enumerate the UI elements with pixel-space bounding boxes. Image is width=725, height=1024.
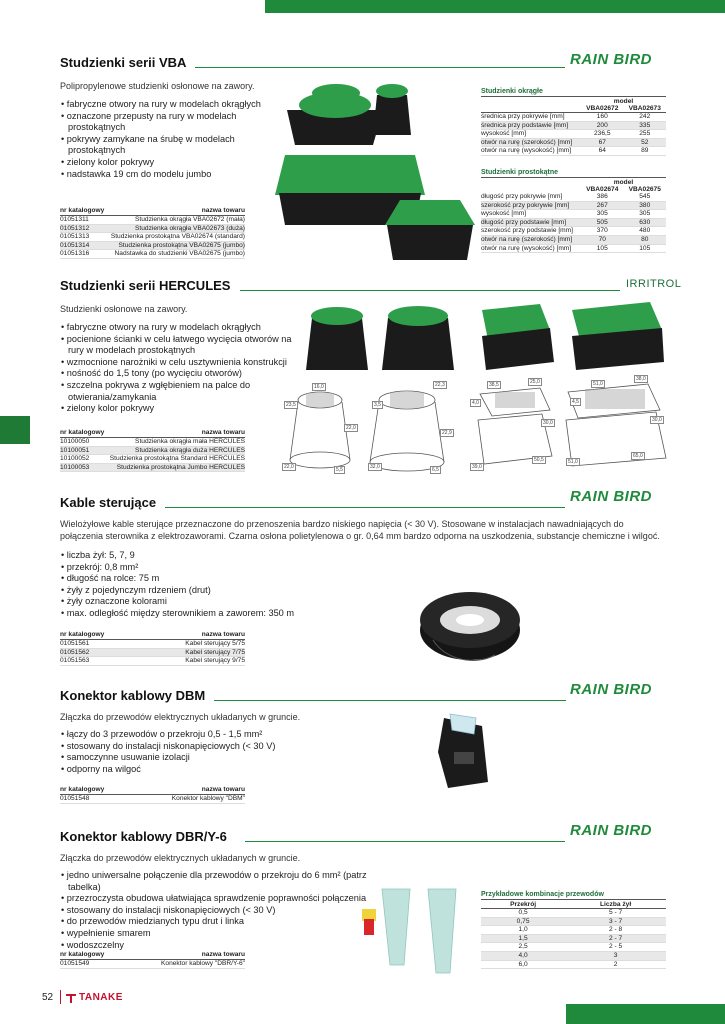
table-row bbox=[481, 926, 666, 935]
section-rule bbox=[195, 67, 565, 68]
table-row bbox=[481, 244, 666, 253]
cable-reel-image bbox=[415, 580, 525, 670]
spec-value: 380 bbox=[624, 201, 667, 210]
feature-item: • max. odległość między sterownikiem a zaworem: 350 m bbox=[60, 608, 380, 620]
dimension-label: 39,0 bbox=[472, 464, 482, 470]
dimension-label: 51,0 bbox=[568, 459, 578, 465]
table-row bbox=[481, 235, 666, 244]
catalog-number: 10100051 bbox=[60, 446, 106, 455]
col-header: nr katalogowy bbox=[60, 630, 139, 640]
product-table bbox=[60, 206, 245, 259]
spec-value: 89 bbox=[624, 147, 667, 156]
dimension-label: 5,5 bbox=[336, 467, 343, 473]
product-name: Kabel sterujący 5/75 bbox=[139, 640, 245, 649]
catalog-number: 01051549 bbox=[60, 960, 124, 969]
feature-item: • wzmocnione narożniki w celu usztywnienia konstrukcji bbox=[60, 357, 295, 369]
dimension-label: 25,0 bbox=[530, 379, 540, 385]
feature-item: • przekrój: 0,8 mm² bbox=[60, 562, 380, 574]
section-title-hercules: Studzienki serii HERCULES bbox=[60, 278, 231, 293]
dimension-label: 30,0 bbox=[543, 420, 553, 426]
product-table bbox=[60, 950, 245, 969]
spec-value: 305 bbox=[581, 210, 624, 219]
section-rule bbox=[240, 290, 620, 291]
col-header: nr katalogowy bbox=[60, 785, 130, 795]
feature-item: • pokrywy zamykane na śrubę w modelach prostokątnych bbox=[60, 134, 275, 157]
table-row bbox=[60, 640, 245, 649]
spec-value: 305 bbox=[624, 210, 667, 219]
spec-value: 236,5 bbox=[581, 130, 624, 139]
table-row bbox=[481, 917, 666, 926]
spec-value: 64 bbox=[581, 147, 624, 156]
product-name: Studzienka okrągła VBA02672 (mała) bbox=[106, 216, 245, 225]
round-spec-table bbox=[481, 98, 666, 156]
product-name: Studzienka okrągła VBA02673 (duża) bbox=[106, 224, 245, 233]
feature-list bbox=[60, 550, 380, 620]
dimension-label: 38,0 bbox=[636, 376, 646, 382]
intro-text: Złączka do przewodów elektrycznych układanych w gruncie. bbox=[60, 853, 301, 863]
dbr-connector-image bbox=[360, 885, 470, 980]
tanake-logo: TANAKE bbox=[79, 992, 123, 1003]
spec-value: 67 bbox=[581, 138, 624, 147]
dimension-label: 3,5 bbox=[374, 402, 381, 408]
spec-value: 630 bbox=[624, 218, 667, 227]
spec-label: długość przy pokrywie [mm] bbox=[481, 193, 581, 201]
col-header: nazwa towaru bbox=[130, 785, 245, 795]
footer-divider bbox=[60, 990, 61, 1004]
table-row bbox=[60, 446, 245, 455]
table-row bbox=[481, 121, 666, 130]
dimension-label: 22,0 bbox=[284, 464, 294, 470]
wire-count: 5 - 7 bbox=[565, 909, 666, 918]
dimension-label: 50,5 bbox=[534, 457, 544, 463]
product-table bbox=[60, 785, 245, 804]
model-label: model bbox=[613, 179, 634, 186]
section-rule bbox=[214, 700, 566, 701]
cross-section: 0,5 bbox=[481, 909, 565, 918]
feature-item: • odporny na wilgoć bbox=[60, 764, 380, 776]
feature-item: • przezroczysta obudowa ułatwiająca sprawdzenie poprawności połączenia bbox=[60, 893, 375, 905]
feature-item: • liczba żył: 5, 7, 9 bbox=[60, 550, 380, 562]
table-row bbox=[60, 224, 245, 233]
catalog-number: 01051314 bbox=[60, 241, 106, 250]
spec-caption: Przykładowe kombinacje przewodów bbox=[481, 891, 604, 898]
side-tab-marker bbox=[0, 416, 30, 444]
rect-spec-table bbox=[481, 179, 666, 253]
product-table bbox=[60, 630, 245, 666]
feature-item: • zielony kolor pokrywy bbox=[60, 157, 275, 169]
spec-value: 52 bbox=[624, 138, 667, 147]
feature-item: • nadstawka 19 cm do modelu jumbo bbox=[60, 169, 275, 181]
spec-label: wysokość [mm] bbox=[481, 130, 581, 139]
irritrol-logo: IRRITROL bbox=[626, 278, 682, 290]
cross-section: 6,0 bbox=[481, 960, 565, 969]
catalog-number: 01051313 bbox=[60, 233, 106, 242]
product-name: Nadstawka do studzienki VBA02675 (jumbo) bbox=[106, 250, 245, 259]
feature-item: • wypełnienie smarem bbox=[60, 928, 375, 940]
feature-item: • pocienione ścianki w celu łatwego wycięcia otworów na rury w modelach prostokątnych bbox=[60, 334, 295, 357]
intro-text: Polipropylenowe studzienki osłonowe na zawory. bbox=[60, 81, 255, 91]
table-row bbox=[481, 147, 666, 156]
feature-item: • do przewodów miedzianych typu drut i linka bbox=[60, 916, 375, 928]
col-header: Przekrój bbox=[510, 901, 537, 908]
feature-item: • jedno uniwersalne połączenie dla przewodów o przekroju do 6 mm² (patrz tabelka) bbox=[60, 870, 375, 893]
rainbird-logo: RAIN BIRD bbox=[570, 681, 652, 698]
table-row bbox=[60, 233, 245, 242]
spec-value: 105 bbox=[624, 244, 667, 253]
section-title-dbm: Konektor kablowy DBM bbox=[60, 688, 206, 703]
table-row bbox=[481, 943, 666, 952]
wire-count: 2 bbox=[565, 960, 666, 969]
dimension-label: 38,5 bbox=[489, 382, 499, 388]
product-name: Studzienka prostokątna VBA02675 (jumbo) bbox=[106, 241, 245, 250]
top-accent-bar bbox=[265, 0, 725, 13]
section-rule bbox=[165, 507, 565, 508]
wire-combination-table bbox=[481, 901, 666, 969]
spec-rule bbox=[481, 96, 666, 97]
table-row bbox=[60, 241, 245, 250]
col-header: nr katalogowy bbox=[60, 950, 124, 960]
feature-list bbox=[60, 870, 375, 951]
model-name: VBA02675 bbox=[628, 186, 661, 193]
rainbird-logo: RAIN BIRD bbox=[570, 51, 652, 68]
table-row bbox=[481, 130, 666, 139]
rainbird-logo: RAIN BIRD bbox=[570, 822, 652, 839]
table-row bbox=[60, 438, 245, 447]
rainbird-logo: RAIN BIRD bbox=[570, 488, 652, 505]
spec-value: 505 bbox=[581, 218, 624, 227]
catalog-number: 10100050 bbox=[60, 438, 106, 447]
catalog-number: 10100053 bbox=[60, 463, 106, 472]
spec-value: 80 bbox=[624, 235, 667, 244]
table-row bbox=[481, 218, 666, 227]
cross-section: 1,0 bbox=[481, 926, 565, 935]
table-row bbox=[481, 193, 666, 201]
spec-rule bbox=[481, 177, 666, 178]
dimension-label: 32,0 bbox=[370, 464, 380, 470]
bottom-accent-bar bbox=[566, 1004, 725, 1024]
section-title-kable: Kable sterujące bbox=[60, 495, 157, 510]
table-row bbox=[481, 201, 666, 210]
product-name: Studzienka okrągła duża HERCULES bbox=[106, 446, 245, 455]
dimension-label: 22,9 bbox=[442, 430, 452, 436]
dimension-label: 30,0 bbox=[652, 417, 662, 423]
model-label: model bbox=[613, 98, 634, 105]
spec-value: 160 bbox=[581, 113, 624, 122]
col-header: nazwa towaru bbox=[139, 630, 245, 640]
dimension-label: 22,0 bbox=[346, 425, 356, 431]
spec-label: długość przy podstawie [mm] bbox=[481, 218, 581, 227]
feature-item: • zielony kolor pokrywy bbox=[60, 403, 295, 415]
wire-count: 3 - 7 bbox=[565, 917, 666, 926]
dimension-label: 4,0 bbox=[472, 400, 479, 406]
spec-label: średnica przy pokrywie [mm] bbox=[481, 113, 581, 122]
table-row bbox=[481, 960, 666, 969]
model-name: VBA02673 bbox=[628, 105, 661, 112]
product-table bbox=[60, 428, 245, 472]
feature-item: • żyły z pojedynczym rdzeniem (drut) bbox=[60, 585, 380, 597]
spec-value: 70 bbox=[581, 235, 624, 244]
dimension-label: 23,5 bbox=[286, 402, 296, 408]
table-row bbox=[60, 795, 245, 804]
page-number: 52 bbox=[42, 992, 54, 1003]
hercules-dimension-drawings bbox=[280, 380, 670, 472]
feature-item: • fabryczne otwory na rury w modelach okrągłych bbox=[60, 99, 275, 111]
tanake-logo-icon bbox=[65, 992, 77, 1004]
wire-count: 2 - 7 bbox=[565, 934, 666, 943]
dimension-label: 16,0 bbox=[314, 384, 324, 390]
table-row bbox=[481, 138, 666, 147]
cross-section: 2,5 bbox=[481, 943, 565, 952]
table-row bbox=[60, 657, 245, 666]
catalog-number: 01051548 bbox=[60, 795, 130, 804]
cross-section: 4,0 bbox=[481, 951, 565, 960]
catalog-number: 01051562 bbox=[60, 648, 139, 657]
table-row bbox=[481, 951, 666, 960]
section-rule bbox=[245, 841, 565, 842]
table-row bbox=[60, 463, 245, 472]
col-header: nr katalogowy bbox=[60, 429, 105, 436]
table-row bbox=[60, 216, 245, 225]
section-title-vba: Studzienki serii VBA bbox=[60, 55, 187, 70]
col-header: nr katalogowy bbox=[60, 207, 105, 214]
col-header: Liczba żył bbox=[600, 901, 632, 908]
feature-item: • samoczynne usuwanie izolacji bbox=[60, 752, 380, 764]
table-row bbox=[60, 960, 245, 969]
spec-label: szerokość przy pokrywie [mm] bbox=[481, 201, 581, 210]
spec-value: 370 bbox=[581, 227, 624, 236]
intro-text: Studzienki osłonowe na zawory. bbox=[60, 304, 188, 314]
catalog-number: 01051311 bbox=[60, 216, 106, 225]
spec-label: średnica przy podstawie [mm] bbox=[481, 121, 581, 130]
dimension-label: 6,5 bbox=[432, 467, 439, 473]
cross-section: 0,75 bbox=[481, 917, 565, 926]
catalog-number: 01051563 bbox=[60, 657, 139, 666]
feature-item: • długość na rolce: 75 m bbox=[60, 573, 380, 585]
vba-valve-boxes-image bbox=[275, 75, 475, 265]
spec-value: 255 bbox=[624, 130, 667, 139]
catalog-number: 01051561 bbox=[60, 640, 139, 649]
feature-item: • szczelna pokrywa z wgłębieniem na palce do otwierania/zamykania bbox=[60, 380, 295, 403]
feature-item: • oznaczone przepusty na rury w modelach prostokątnych bbox=[60, 111, 275, 134]
spec-value: 545 bbox=[624, 193, 667, 201]
table-row bbox=[481, 227, 666, 236]
col-header: nazwa towaru bbox=[106, 428, 245, 438]
dimension-label: 65,0 bbox=[633, 453, 643, 459]
spec-caption: Studzienki okrągłe bbox=[481, 88, 543, 95]
hercules-valve-boxes-image bbox=[300, 300, 665, 380]
dimension-label: 22,3 bbox=[435, 382, 445, 388]
feature-item: • stosowany do instalacji niskonapięciowych (< 30 V) bbox=[60, 905, 375, 917]
feature-item: • fabryczne otwory na rury w modelach okrągłych bbox=[60, 322, 295, 334]
product-name: Studzienka prostokątna VBA02674 (standard) bbox=[106, 233, 245, 242]
table-row bbox=[60, 250, 245, 259]
table-row bbox=[481, 909, 666, 918]
feature-list bbox=[60, 729, 380, 775]
product-name: Kabel sterujący 9/75 bbox=[139, 657, 245, 666]
intro-text: Złączka do przewodów elektrycznych układanych w gruncie. bbox=[60, 712, 301, 722]
dimension-label: 51,0 bbox=[593, 381, 603, 387]
spec-value: 200 bbox=[581, 121, 624, 130]
product-name: Konektor kablowy "DBM" bbox=[130, 795, 245, 804]
dbm-connector-image bbox=[430, 712, 500, 792]
product-name: Studzienka prostokątna Standard HERCULES bbox=[106, 455, 245, 464]
spec-value: 105 bbox=[581, 244, 624, 253]
spec-value: 480 bbox=[624, 227, 667, 236]
section-title-dbr: Konektor kablowy DBR/Y-6 bbox=[60, 829, 227, 844]
product-name: Konektor kablowy "DBR/Y-6" bbox=[124, 960, 245, 969]
model-name: VBA02672 bbox=[586, 105, 619, 112]
feature-item: • żyły oznaczone kolorami bbox=[60, 596, 380, 608]
cross-section: 1,5 bbox=[481, 934, 565, 943]
feature-item: • nośność do 1,5 tony (po wycięciu otworów) bbox=[60, 368, 295, 380]
spec-label: otwór na rurę (szerokość) [mm] bbox=[481, 138, 581, 147]
col-header: nazwa towaru bbox=[106, 206, 245, 216]
wire-count: 2 - 5 bbox=[565, 943, 666, 952]
catalog-number: 01051316 bbox=[60, 250, 106, 259]
spec-label: wysokość [mm] bbox=[481, 210, 581, 219]
feature-item: • stosowany do instalacji niskonapięciowych (< 30 V) bbox=[60, 741, 380, 753]
feature-list bbox=[60, 99, 275, 180]
table-row bbox=[60, 648, 245, 657]
spec-label: otwór na rurę (szerokość) [mm] bbox=[481, 235, 581, 244]
wire-count: 2 - 8 bbox=[565, 926, 666, 935]
product-name: Kabel sterujący 7/75 bbox=[139, 648, 245, 657]
spec-value: 335 bbox=[624, 121, 667, 130]
feature-list bbox=[60, 322, 295, 415]
wire-count: 3 bbox=[565, 951, 666, 960]
product-name: Studzienka prostokątna Jumbo HERCULES bbox=[106, 463, 245, 472]
spec-value: 267 bbox=[581, 201, 624, 210]
feature-item: • łączy do 3 przewodów o przekroju 0,5 - 1,5 mm² bbox=[60, 729, 380, 741]
feature-item: • wodoszczelny bbox=[60, 940, 375, 952]
spec-rule bbox=[481, 899, 666, 900]
table-row bbox=[481, 210, 666, 219]
table-row bbox=[481, 113, 666, 122]
table-row bbox=[60, 455, 245, 464]
col-header: nazwa towaru bbox=[124, 950, 245, 960]
spec-label: otwór na rurę (wysokość) [mm] bbox=[481, 244, 581, 253]
spec-caption: Studzienki prostokątne bbox=[481, 169, 559, 176]
table-row bbox=[481, 934, 666, 943]
intro-text: Wielożyłowe kable sterujące przeznaczone do przenoszenia bardzo niskiego napięcia (< 30 V). Stosowane w instalacjach nawadniających do połączenia sterownika z elektrozaworami. Czarna osłona polietylenowa o gr. 0,64 mm bardzo odporna na uszkodzenia, substancje chemiczne i wilgoć. bbox=[60, 519, 660, 541]
spec-value: 242 bbox=[624, 113, 667, 122]
spec-value: 386 bbox=[581, 193, 624, 201]
dimension-label: 4,5 bbox=[572, 399, 579, 405]
model-name: VBA02674 bbox=[586, 186, 619, 193]
spec-label: otwór na rurę (wysokość) [mm] bbox=[481, 147, 581, 156]
spec-label: szerokość przy podstawie [mm] bbox=[481, 227, 581, 236]
catalog-number: 10100052 bbox=[60, 455, 106, 464]
product-name: Studzienka okrągła mała HERCULES bbox=[106, 438, 245, 447]
catalog-number: 01051312 bbox=[60, 224, 106, 233]
